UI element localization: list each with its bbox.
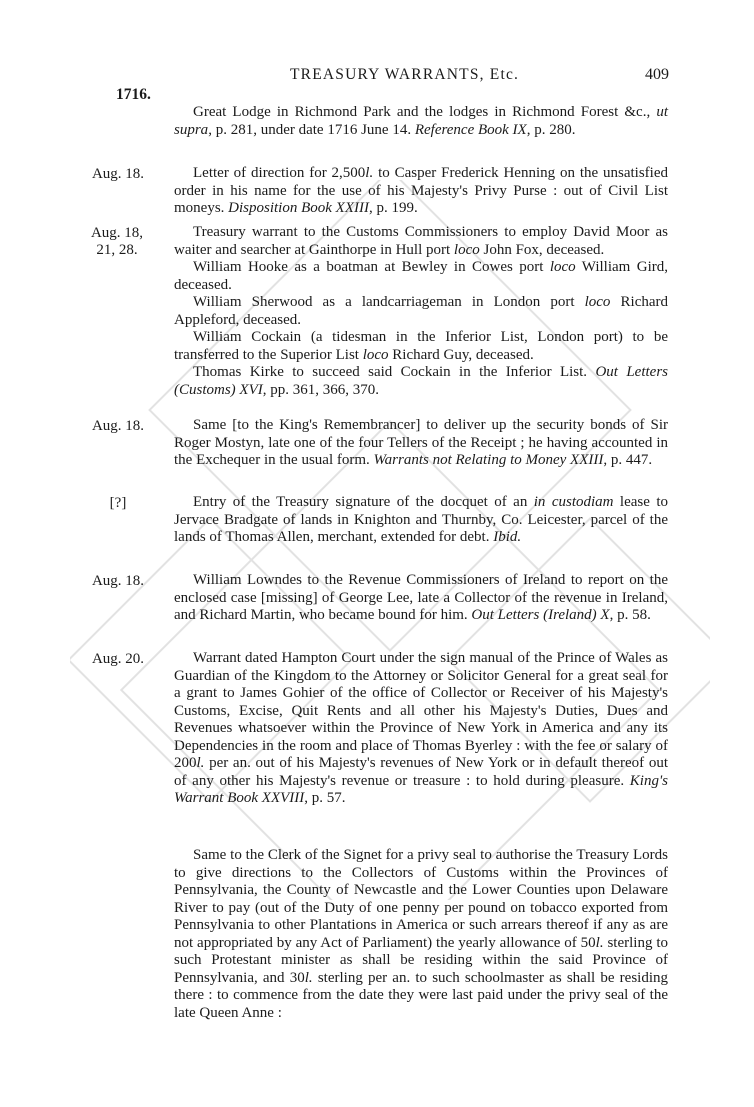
italic-reference: ut supra xyxy=(174,104,668,138)
entry-paragraph xyxy=(174,104,668,139)
text-run: Letter of direction for 2,500 xyxy=(193,165,366,181)
entry-paragraph xyxy=(174,224,668,259)
italic-reference: loco xyxy=(584,294,611,310)
italic-reference: loco xyxy=(453,241,480,258)
text-run: sterling per an. to such schoolmaster as shall be residing there : to commence from the date they were last paid under the privy seal of the late Queen Anne : xyxy=(174,969,668,1021)
text-run: , p. 58. xyxy=(609,607,651,623)
text-run: , p. 447. xyxy=(603,452,653,468)
text-run: Treasury warrant to the Customs Commissioners to employ David Moor as waiter and searcher at Gainthorpe in Hull port xyxy=(174,224,668,258)
entry-text xyxy=(174,417,668,470)
page-header-title: TREASURY WARRANTS, Etc. xyxy=(290,66,520,83)
entry-text xyxy=(174,224,668,399)
text-run: Thomas Kirke to succeed said Cockain in the Inferior List. xyxy=(193,364,596,380)
entry-text xyxy=(174,494,668,547)
text-run: Richard Appleford, deceased. xyxy=(174,294,669,328)
text-run: William Cockain (a tidesman in the Inferior List, London port) to be transferred to the Superior List xyxy=(174,329,668,363)
entry-date: Aug. 18, 21, 28. xyxy=(90,225,144,258)
entry-text xyxy=(174,104,668,139)
text-run: William Lowndes to the Revenue Commissioners of Ireland to report on the enclosed case [missing] of George Lee, late a Collector of the revenue in Ireland, and Richard Martin, who became bound for him. xyxy=(174,572,668,623)
text-run: John Fox, deceased. xyxy=(479,241,605,258)
text-run: William Sherwood as a landcarriageman in London port xyxy=(193,294,585,310)
entry-text xyxy=(174,165,668,218)
text-run: Richard Guy, deceased. xyxy=(388,346,534,363)
italic-reference: Disposition Book XXIII xyxy=(228,200,369,216)
text-run: , p. 281, under date 1716 June 14. xyxy=(208,121,415,138)
entry-text xyxy=(174,847,668,1022)
text-run: , p. 280. xyxy=(526,121,576,138)
entry-paragraph xyxy=(174,364,668,399)
entry-paragraph xyxy=(174,329,668,364)
italic-reference: l. xyxy=(304,969,313,986)
entry-paragraph xyxy=(174,417,668,470)
text-run: William Gird, deceased. xyxy=(174,259,668,293)
italic-reference: in custodiam xyxy=(533,494,614,510)
text-run: , pp. 361, 366, 370. xyxy=(262,381,379,398)
entry-date: Aug. 18. xyxy=(91,418,145,434)
text-run: to Casper Frederick Henning on the unsatisfied order in his name for the use of his Majesty's Privy Purse : out of Civil List moneys. xyxy=(174,165,668,216)
text-run: Warrant dated Hampton Court under the sign manual of the Prince of Wales as Guardian of the Kingdom to the Attorney or Solicitor General for a great seal for a grant to James Gohier of the office of Collector or Receiver of his Majesty's Customs, Excise, Quit Rents and all other his Majesty's Duties, Dues and Revenues whatsoever within the Province of New York in America and any its Dependencies in the room and place of Thomas Byerley : with the fee or salary of 200 xyxy=(174,650,668,771)
entry-date: [?] xyxy=(109,495,127,511)
text-run: lease to Jervace Bradgate of lands in Knighton and Thurnby, Co. Leicester, parcel of the lands of Thomas Allen, merchant, extended for debt. xyxy=(174,494,668,545)
year-marker: 1716. xyxy=(116,86,151,103)
italic-reference: Out Letters (Ireland) X xyxy=(471,607,610,623)
entry-date: Aug. 18. xyxy=(91,166,145,182)
italic-reference: l. xyxy=(595,934,604,951)
italic-reference: l. xyxy=(196,755,205,771)
entry-paragraph xyxy=(174,650,668,808)
page-number: 409 xyxy=(645,66,669,83)
italic-reference: Ibid. xyxy=(493,529,522,545)
entry-paragraph xyxy=(174,165,668,218)
italic-reference: l. xyxy=(365,165,374,181)
text-run: sterling to such Protestant minister as shall be residing within the said Province of Pennsylvania, and 30 xyxy=(174,934,668,986)
text-run: , p. 199. xyxy=(368,200,418,216)
entry-text xyxy=(174,572,668,625)
italic-reference: loco xyxy=(549,259,576,275)
italic-reference: Out Letters (Customs) XVI xyxy=(174,364,668,398)
italic-reference: Reference Book IX xyxy=(414,121,527,138)
text-run: Entry of the Treasury signature of the docquet of an xyxy=(193,494,534,510)
text-run: , p. 57. xyxy=(304,790,346,806)
text-run: per an. out of his Majesty's revenues of New York or in default thereof out of any other his Majesty's revenue or treasure : to hold during pleasure. xyxy=(174,755,668,789)
text-run: Same [to the King's Remembrancer] to deliver up the security bonds of Sir Roger Mostyn, late one of the four Tellers of the Receipt ; he having accounted in the Exchequer in the usual form. xyxy=(174,417,668,468)
entry-date: Aug. 18. xyxy=(91,573,145,589)
text-run: William Hooke as a boatman at Bewley in Cowes port xyxy=(193,259,550,275)
text-run: Same to the Clerk of the Signet for a privy seal to authorise the Treasury Lords to give directions to the Collectors of Customs within the Provinces of Pennsylvania, the County of Newcastle and the Lower Counties upon Delaware River to pay (out of the Duty of one penny per pound on tobacco exported from Pennsylvania to other Plantations in America or such arrears thereof if any as are not appropriated by any Act of Parliament) the yearly allowance of 50 xyxy=(174,847,668,951)
italic-reference: King's Warrant Book XXVIII xyxy=(174,772,668,806)
entry-paragraph xyxy=(174,847,668,1022)
entry-date: Aug. 20. xyxy=(91,651,145,667)
entry-text xyxy=(174,650,668,808)
entry-paragraph xyxy=(174,294,668,329)
text-run: Great Lodge in Richmond Park and the lodges in Richmond Forest &c., xyxy=(193,104,657,120)
italic-reference: loco xyxy=(362,346,389,363)
entry-paragraph xyxy=(174,572,668,625)
italic-reference: Warrants not Relating to Money XXIII xyxy=(373,452,604,468)
entry-paragraph xyxy=(174,494,668,547)
entry-paragraph xyxy=(174,259,668,294)
